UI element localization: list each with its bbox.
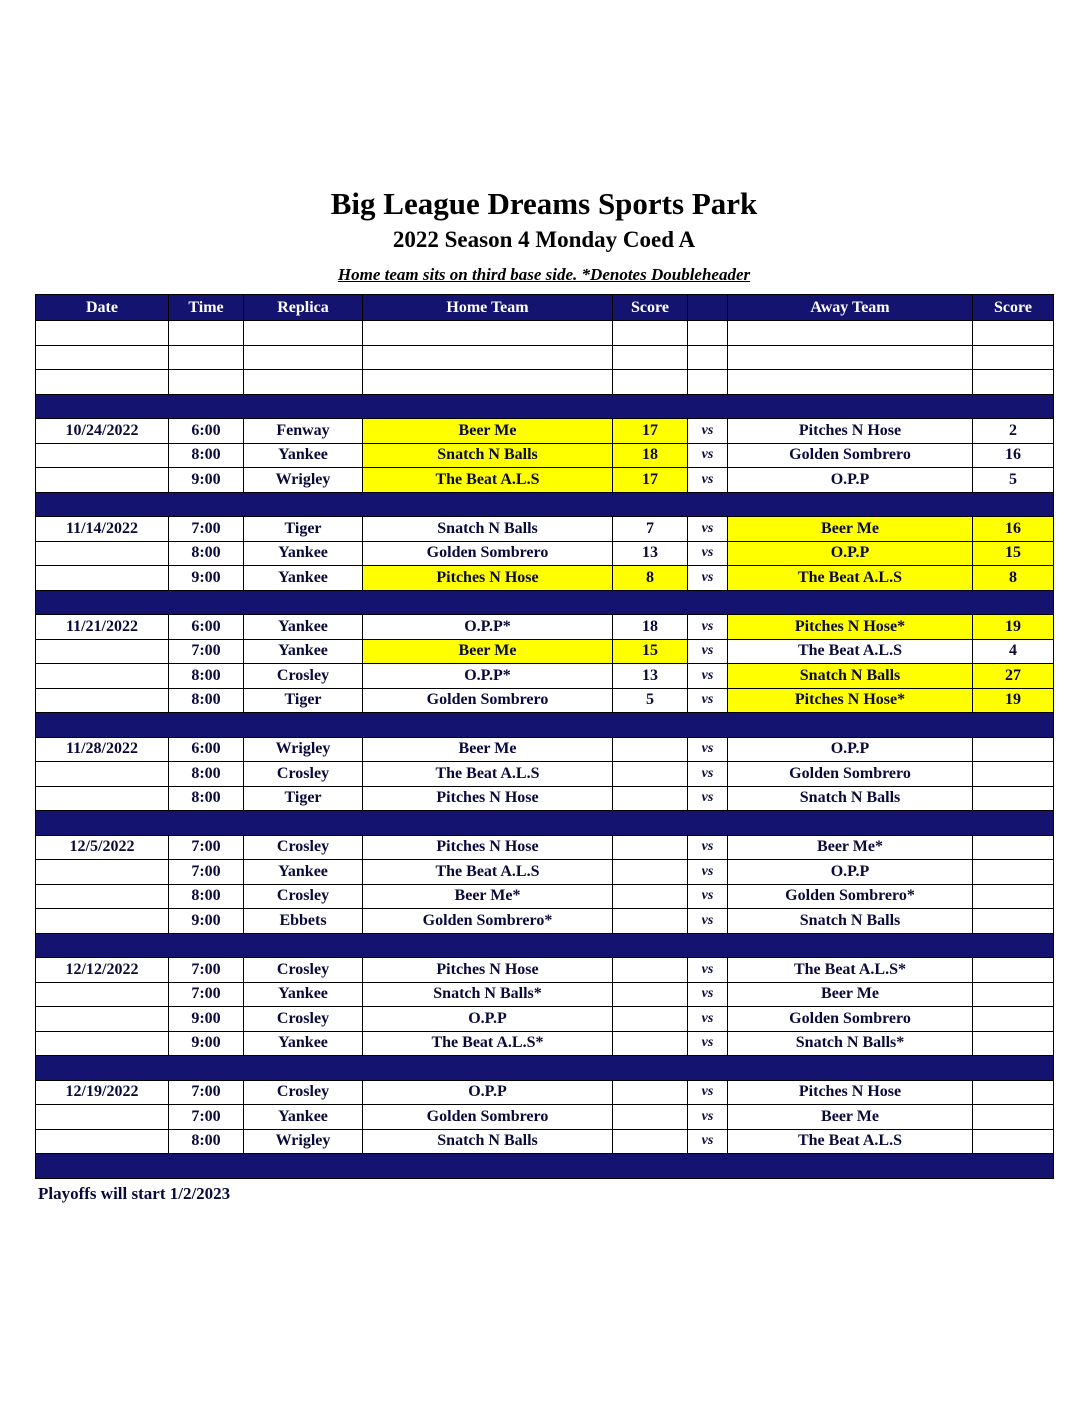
home-score-cell: [613, 370, 688, 395]
time-cell: 8:00: [169, 664, 244, 689]
date-cell: [36, 468, 169, 493]
separator-row: [36, 394, 1054, 419]
away-team-cell: Snatch N Balls: [728, 664, 973, 689]
date-cell: [36, 345, 169, 370]
away-team-cell: Snatch N Balls: [728, 786, 973, 811]
game-row: [36, 909, 1054, 934]
replica-cell: Wrigley: [244, 468, 363, 493]
away-team-cell: The Beat A.L.S: [728, 1129, 973, 1154]
page-note: Home team sits on third base side. *Denotes Doubleheader: [337, 265, 751, 284]
game-row: [36, 884, 1054, 909]
away-score-cell: [973, 1031, 1054, 1056]
away-score-cell: 8: [973, 566, 1054, 591]
home-team-cell: Pitches N Hose: [363, 835, 613, 860]
separator-band: [36, 713, 1054, 738]
away-team-cell: The Beat A.L.S: [728, 639, 973, 664]
home-score-cell: [613, 835, 688, 860]
away-score-cell: [973, 786, 1054, 811]
away-team-cell: Snatch N Balls: [728, 909, 973, 934]
away-team-cell: The Beat A.L.S*: [728, 958, 973, 983]
game-row: [36, 688, 1054, 713]
away-score-cell: [973, 884, 1054, 909]
home-score-cell: 18: [613, 615, 688, 640]
home-team-cell: Pitches N Hose: [363, 786, 613, 811]
away-team-cell: Golden Sombrero: [728, 443, 973, 468]
home-team-cell: Snatch N Balls: [363, 443, 613, 468]
away-team-cell: [728, 370, 973, 395]
replica-cell: Tiger: [244, 786, 363, 811]
vs-cell: vs: [688, 909, 728, 934]
away-score-cell: [973, 835, 1054, 860]
col-header-date: Date: [36, 295, 169, 321]
time-cell: 6:00: [169, 737, 244, 762]
replica-cell: Crosley: [244, 1007, 363, 1032]
replica-cell: Yankee: [244, 566, 363, 591]
home-score-cell: 15: [613, 639, 688, 664]
replica-cell: Fenway: [244, 419, 363, 444]
game-row: [36, 1129, 1054, 1154]
game-row: [36, 517, 1054, 542]
date-cell: [36, 786, 169, 811]
home-team-cell: The Beat A.L.S: [363, 762, 613, 787]
game-row: [36, 762, 1054, 787]
game-row: [36, 1105, 1054, 1130]
away-score-cell: 27: [973, 664, 1054, 689]
home-team-cell: O.P.P*: [363, 664, 613, 689]
home-score-cell: [613, 1129, 688, 1154]
away-score-cell: 5: [973, 468, 1054, 493]
away-team-cell: The Beat A.L.S: [728, 566, 973, 591]
away-team-cell: Golden Sombrero: [728, 762, 973, 787]
home-score-cell: [613, 321, 688, 346]
replica-cell: Yankee: [244, 1031, 363, 1056]
away-team-cell: Pitches N Hose: [728, 419, 973, 444]
home-team-cell: O.P.P*: [363, 615, 613, 640]
away-team-cell: Pitches N Hose: [728, 1080, 973, 1105]
date-cell: [36, 370, 169, 395]
date-cell: 11/14/2022: [36, 517, 169, 542]
away-team-cell: [728, 321, 973, 346]
replica-cell: Yankee: [244, 639, 363, 664]
home-score-cell: 13: [613, 664, 688, 689]
home-score-cell: 8: [613, 566, 688, 591]
home-team-cell: Snatch N Balls: [363, 517, 613, 542]
time-cell: [169, 321, 244, 346]
vs-cell: vs: [688, 615, 728, 640]
away-team-cell: O.P.P: [728, 541, 973, 566]
replica-cell: Crosley: [244, 884, 363, 909]
date-cell: [36, 1105, 169, 1130]
away-score-cell: [973, 860, 1054, 885]
vs-cell: vs: [688, 982, 728, 1007]
vs-cell: vs: [688, 443, 728, 468]
game-row: [36, 860, 1054, 885]
time-cell: 9:00: [169, 1007, 244, 1032]
time-cell: 7:00: [169, 517, 244, 542]
date-cell: [36, 884, 169, 909]
game-row: [36, 468, 1054, 493]
vs-cell: vs: [688, 884, 728, 909]
home-score-cell: 17: [613, 468, 688, 493]
home-score-cell: [613, 345, 688, 370]
time-cell: 7:00: [169, 860, 244, 885]
date-cell: 12/5/2022: [36, 835, 169, 860]
time-cell: [169, 370, 244, 395]
date-cell: [36, 1031, 169, 1056]
time-cell: 8:00: [169, 884, 244, 909]
away-score-cell: 4: [973, 639, 1054, 664]
schedule-table: [35, 294, 1054, 1179]
away-score-cell: [973, 737, 1054, 762]
time-cell: 7:00: [169, 982, 244, 1007]
replica-cell: Yankee: [244, 615, 363, 640]
vs-cell: vs: [688, 688, 728, 713]
replica-cell: Yankee: [244, 860, 363, 885]
game-row: [36, 1080, 1054, 1105]
home-score-cell: [613, 1080, 688, 1105]
date-cell: [36, 321, 169, 346]
game-row: [36, 835, 1054, 860]
game-row: [36, 1007, 1054, 1032]
date-cell: [36, 1129, 169, 1154]
game-row: [36, 541, 1054, 566]
vs-cell: vs: [688, 835, 728, 860]
away-score-cell: [973, 321, 1054, 346]
away-score-cell: [973, 1129, 1054, 1154]
replica-cell: [244, 345, 363, 370]
replica-cell: Yankee: [244, 541, 363, 566]
vs-cell: [688, 345, 728, 370]
replica-cell: Tiger: [244, 517, 363, 542]
vs-cell: vs: [688, 1007, 728, 1032]
separator-row: [36, 1056, 1054, 1081]
replica-cell: [244, 321, 363, 346]
time-cell: 7:00: [169, 1080, 244, 1105]
replica-cell: Crosley: [244, 664, 363, 689]
home-score-cell: [613, 860, 688, 885]
separator-band: [36, 811, 1054, 836]
game-row: [36, 1031, 1054, 1056]
away-score-cell: 15: [973, 541, 1054, 566]
separator-row: [36, 713, 1054, 738]
game-row: [36, 615, 1054, 640]
time-cell: 6:00: [169, 615, 244, 640]
separator-row: [36, 933, 1054, 958]
vs-cell: vs: [688, 639, 728, 664]
empty-row: [36, 321, 1054, 346]
home-team-cell: Beer Me: [363, 737, 613, 762]
vs-cell: vs: [688, 468, 728, 493]
home-score-cell: 18: [613, 443, 688, 468]
date-cell: [36, 982, 169, 1007]
time-cell: [169, 345, 244, 370]
home-team-cell: [363, 370, 613, 395]
date-cell: [36, 639, 169, 664]
vs-cell: vs: [688, 1031, 728, 1056]
date-cell: [36, 860, 169, 885]
away-score-cell: [973, 1105, 1054, 1130]
separator-row: [36, 1154, 1054, 1179]
time-cell: 8:00: [169, 762, 244, 787]
separator-band: [36, 394, 1054, 419]
time-cell: 9:00: [169, 1031, 244, 1056]
game-row: [36, 958, 1054, 983]
date-cell: [36, 1007, 169, 1032]
home-team-cell: The Beat A.L.S: [363, 860, 613, 885]
home-score-cell: [613, 786, 688, 811]
away-team-cell: O.P.P: [728, 468, 973, 493]
separator-band: [36, 933, 1054, 958]
date-cell: 11/21/2022: [36, 615, 169, 640]
replica-cell: Yankee: [244, 982, 363, 1007]
vs-cell: vs: [688, 664, 728, 689]
game-row: [36, 443, 1054, 468]
away-team-cell: Snatch N Balls*: [728, 1031, 973, 1056]
home-team-cell: Snatch N Balls: [363, 1129, 613, 1154]
separator-band: [36, 1056, 1054, 1081]
away-team-cell: O.P.P: [728, 737, 973, 762]
date-cell: 12/12/2022: [36, 958, 169, 983]
col-header-away-score: Score: [973, 295, 1054, 321]
time-cell: 6:00: [169, 419, 244, 444]
date-cell: [36, 541, 169, 566]
home-team-cell: Beer Me: [363, 419, 613, 444]
empty-row: [36, 370, 1054, 395]
home-score-cell: [613, 737, 688, 762]
playoffs-note: Playoffs will start 1/2/2023: [38, 1183, 231, 1203]
home-score-cell: [613, 884, 688, 909]
away-score-cell: [973, 982, 1054, 1007]
replica-cell: Crosley: [244, 958, 363, 983]
home-team-cell: O.P.P: [363, 1080, 613, 1105]
home-score-cell: 7: [613, 517, 688, 542]
date-cell: 10/24/2022: [36, 419, 169, 444]
vs-cell: vs: [688, 737, 728, 762]
game-row: [36, 982, 1054, 1007]
time-cell: 9:00: [169, 468, 244, 493]
away-team-cell: Beer Me: [728, 517, 973, 542]
home-team-cell: [363, 345, 613, 370]
time-cell: 8:00: [169, 688, 244, 713]
vs-cell: vs: [688, 786, 728, 811]
home-team-cell: Pitches N Hose: [363, 958, 613, 983]
replica-cell: Yankee: [244, 1105, 363, 1130]
away-team-cell: [728, 345, 973, 370]
away-score-cell: 2: [973, 419, 1054, 444]
time-cell: 8:00: [169, 1129, 244, 1154]
time-cell: 8:00: [169, 786, 244, 811]
home-score-cell: 17: [613, 419, 688, 444]
game-row: [36, 737, 1054, 762]
vs-cell: [688, 370, 728, 395]
away-score-cell: [973, 370, 1054, 395]
home-score-cell: [613, 1031, 688, 1056]
away-score-cell: [973, 1007, 1054, 1032]
vs-cell: vs: [688, 541, 728, 566]
time-cell: 7:00: [169, 958, 244, 983]
col-header-home-team: Home Team: [363, 295, 613, 321]
game-row: [36, 786, 1054, 811]
vs-cell: vs: [688, 517, 728, 542]
home-team-cell: Pitches N Hose: [363, 566, 613, 591]
game-row: [36, 566, 1054, 591]
away-team-cell: Beer Me: [728, 982, 973, 1007]
replica-cell: Crosley: [244, 1080, 363, 1105]
away-score-cell: 19: [973, 688, 1054, 713]
date-cell: [36, 566, 169, 591]
vs-cell: vs: [688, 860, 728, 885]
date-cell: [36, 688, 169, 713]
date-cell: [36, 762, 169, 787]
game-row: [36, 664, 1054, 689]
replica-cell: [244, 370, 363, 395]
date-cell: [36, 443, 169, 468]
away-team-cell: Beer Me*: [728, 835, 973, 860]
vs-cell: vs: [688, 1129, 728, 1154]
home-score-cell: [613, 958, 688, 983]
time-cell: 8:00: [169, 443, 244, 468]
home-score-cell: [613, 909, 688, 934]
vs-cell: vs: [688, 958, 728, 983]
time-cell: 7:00: [169, 835, 244, 860]
home-team-cell: [363, 321, 613, 346]
time-cell: 9:00: [169, 909, 244, 934]
vs-cell: vs: [688, 419, 728, 444]
home-score-cell: [613, 1105, 688, 1130]
away-score-cell: [973, 1080, 1054, 1105]
empty-row: [36, 345, 1054, 370]
separator-band: [36, 1154, 1054, 1179]
game-row: [36, 419, 1054, 444]
home-team-cell: O.P.P: [363, 1007, 613, 1032]
vs-cell: vs: [688, 1080, 728, 1105]
away-team-cell: Beer Me: [728, 1105, 973, 1130]
game-row: [36, 639, 1054, 664]
replica-cell: Wrigley: [244, 737, 363, 762]
away-team-cell: Golden Sombrero: [728, 1007, 973, 1032]
away-score-cell: [973, 345, 1054, 370]
col-header-home-score: Score: [613, 295, 688, 321]
vs-cell: vs: [688, 762, 728, 787]
vs-cell: [688, 321, 728, 346]
time-cell: 8:00: [169, 541, 244, 566]
away-score-cell: [973, 958, 1054, 983]
home-score-cell: [613, 982, 688, 1007]
date-cell: 12/19/2022: [36, 1080, 169, 1105]
time-cell: 9:00: [169, 566, 244, 591]
home-team-cell: Golden Sombrero: [363, 541, 613, 566]
home-team-cell: Golden Sombrero: [363, 1105, 613, 1130]
replica-cell: Crosley: [244, 762, 363, 787]
page-subtitle: 2022 Season 4 Monday Coed A: [392, 227, 696, 252]
home-score-cell: [613, 762, 688, 787]
col-header-away-team: Away Team: [728, 295, 973, 321]
vs-cell: vs: [688, 1105, 728, 1130]
away-score-cell: [973, 909, 1054, 934]
home-score-cell: 13: [613, 541, 688, 566]
home-team-cell: Beer Me: [363, 639, 613, 664]
separator-row: [36, 492, 1054, 517]
replica-cell: Wrigley: [244, 1129, 363, 1154]
home-team-cell: The Beat A.L.S*: [363, 1031, 613, 1056]
col-header-time: Time: [169, 295, 244, 321]
date-cell: [36, 664, 169, 689]
away-team-cell: O.P.P: [728, 860, 973, 885]
home-team-cell: Golden Sombrero: [363, 688, 613, 713]
away-team-cell: Golden Sombrero*: [728, 884, 973, 909]
header-row: [36, 295, 1054, 321]
away-team-cell: Pitches N Hose*: [728, 615, 973, 640]
away-score-cell: [973, 762, 1054, 787]
time-cell: 7:00: [169, 1105, 244, 1130]
separator-row: [36, 590, 1054, 615]
separator-band: [36, 492, 1054, 517]
home-score-cell: 5: [613, 688, 688, 713]
date-cell: [36, 909, 169, 934]
home-team-cell: Golden Sombrero*: [363, 909, 613, 934]
home-team-cell: Beer Me*: [363, 884, 613, 909]
home-score-cell: [613, 1007, 688, 1032]
replica-cell: Yankee: [244, 443, 363, 468]
page-title: Big League Dreams Sports Park: [330, 186, 758, 221]
replica-cell: Crosley: [244, 835, 363, 860]
replica-cell: Tiger: [244, 688, 363, 713]
away-score-cell: 16: [973, 443, 1054, 468]
home-team-cell: The Beat A.L.S: [363, 468, 613, 493]
home-team-cell: Snatch N Balls*: [363, 982, 613, 1007]
col-header-vs: [688, 295, 728, 321]
separator-row: [36, 811, 1054, 836]
time-cell: 7:00: [169, 639, 244, 664]
away-team-cell: Pitches N Hose*: [728, 688, 973, 713]
away-score-cell: 16: [973, 517, 1054, 542]
away-score-cell: 19: [973, 615, 1054, 640]
separator-band: [36, 590, 1054, 615]
replica-cell: Ebbets: [244, 909, 363, 934]
col-header-replica: Replica: [244, 295, 363, 321]
date-cell: 11/28/2022: [36, 737, 169, 762]
vs-cell: vs: [688, 566, 728, 591]
